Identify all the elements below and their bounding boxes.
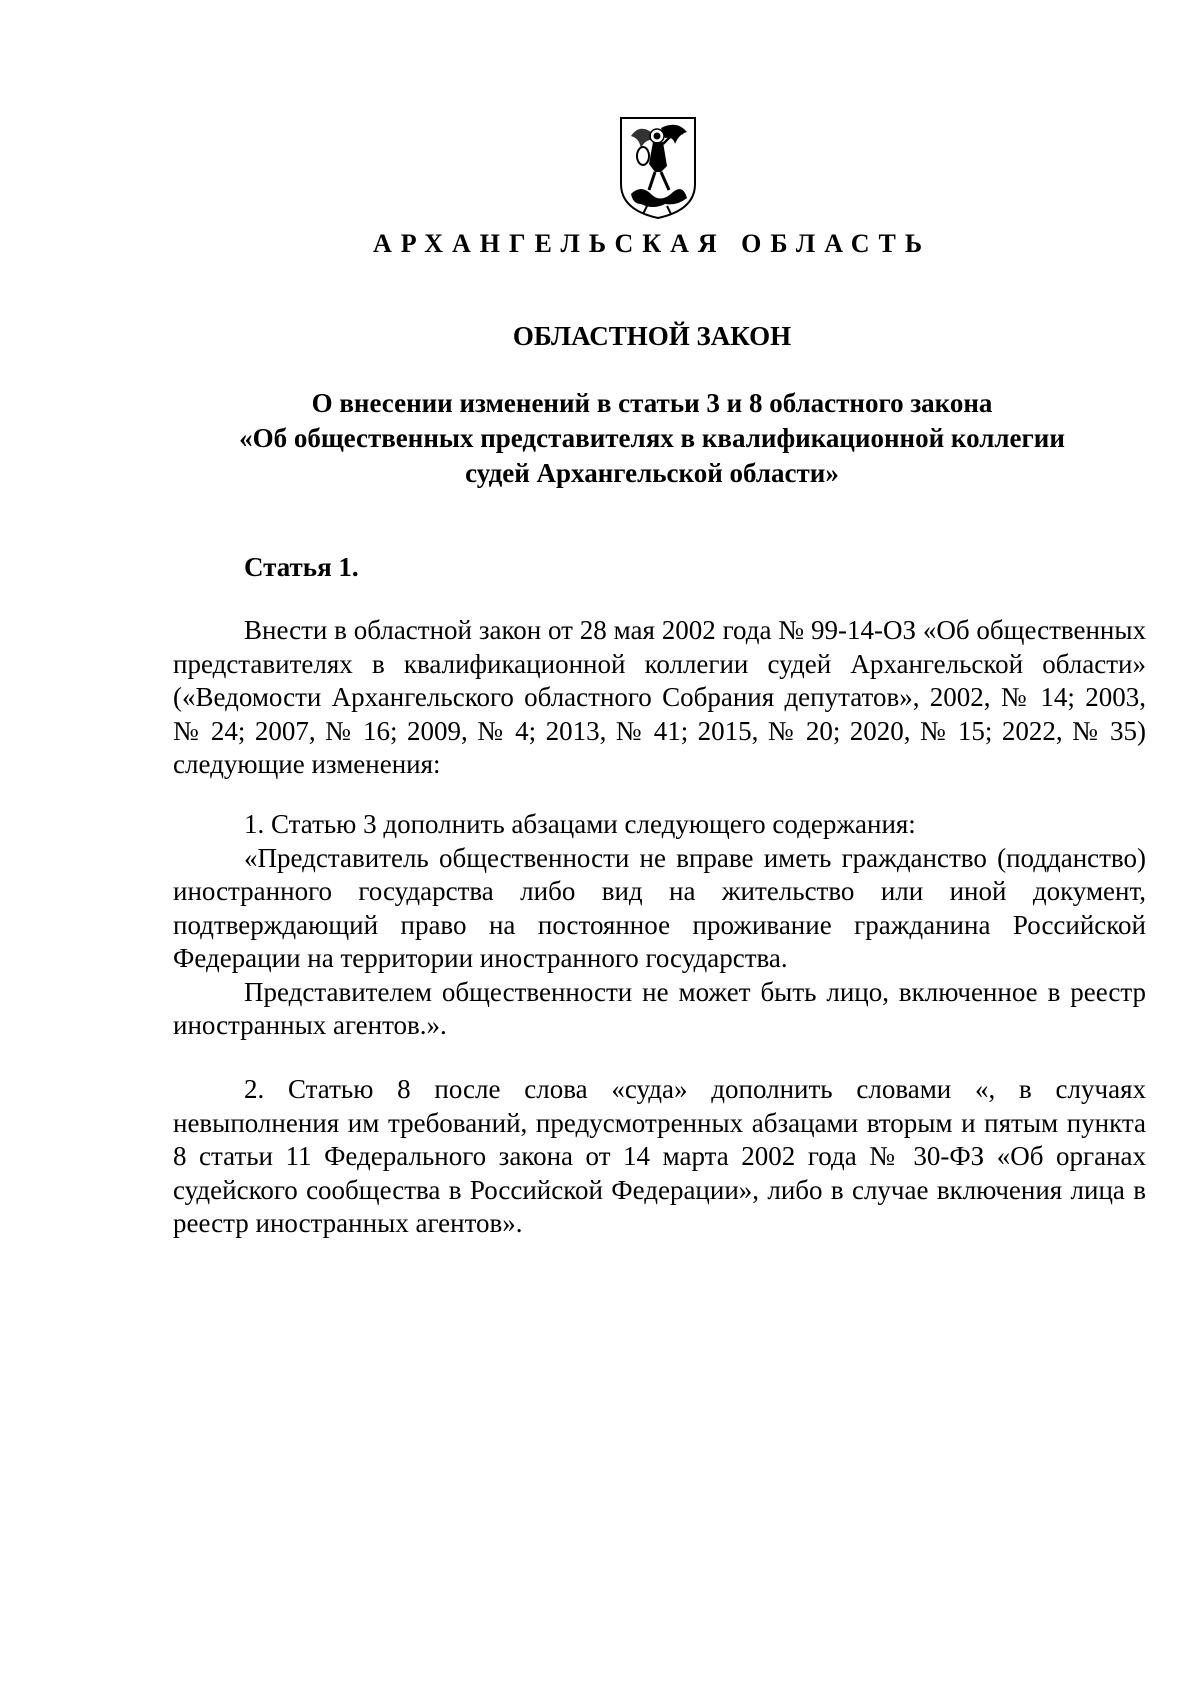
amendment-item-2 <box>173 1073 1146 1241</box>
law-title-line: «Об общественных представителях в квалификационной коллегии <box>239 423 1065 453</box>
region-name: АРХАНГЕЛЬСКАЯ ОБЛАСТЬ <box>372 229 932 258</box>
law-title-line: О внесении изменений в статьи 3 и 8 областного закона <box>311 388 993 418</box>
amendment-item-2-paragraph: 2. Статью 8 после слова «суда» дополнить словами «, в случаях невыполнения им требований, предусмотренных абзацами вторым и пятым пункта 8 статьи 11 Федерального закона от 14 марта 2002 года № 30-ФЗ «Об органах судейского сообщества в Российской Федерации», либо в случае включения лица в реестр иностранных агентов». <box>173 1074 1146 1238</box>
article-intro-block <box>173 614 1146 782</box>
article-intro-paragraph: Внести в областной закон от 28 мая 2002 года № 99-14-ОЗ «Об общественных представителях в квалификационной коллегии судей Архангельской области» («Ведомости Архангельского областного Собрания депутатов», 2002, № 14; 2003, № 24; 2007, № 16; 2009, № 4; 2013, № 41; 2015, № 20; 2020, № 15; 2022, № 35) следующие изменения: <box>173 615 1146 779</box>
law-title <box>0 386 1200 491</box>
archangel-coat-of-arms-icon <box>617 114 699 220</box>
amendment-item-1 <box>173 808 1146 1043</box>
article-heading: Статья 1. <box>244 552 359 582</box>
law-title-line: судей Архангельской области» <box>465 458 839 488</box>
document-type: ОБЛАСТНОЙ ЗАКОН <box>512 321 792 351</box>
amendment-item-1-lead: 1. Статью 3 дополнить абзацами следующего содержания: <box>244 809 916 839</box>
amendment-item-1-quote-paragraph-2: Представителем общественности не может быть лицо, включенное в реестр иностранных агентов.». <box>173 976 1146 1040</box>
amendment-item-1-quote-paragraph-1: «Представитель общественности не вправе иметь гражданство (подданство) иностранного государства либо вид на жительство или иной документ, подтверждающий право на постоянное проживание гражданина Российской Федерации на территории иностранного государства. <box>173 842 1146 973</box>
